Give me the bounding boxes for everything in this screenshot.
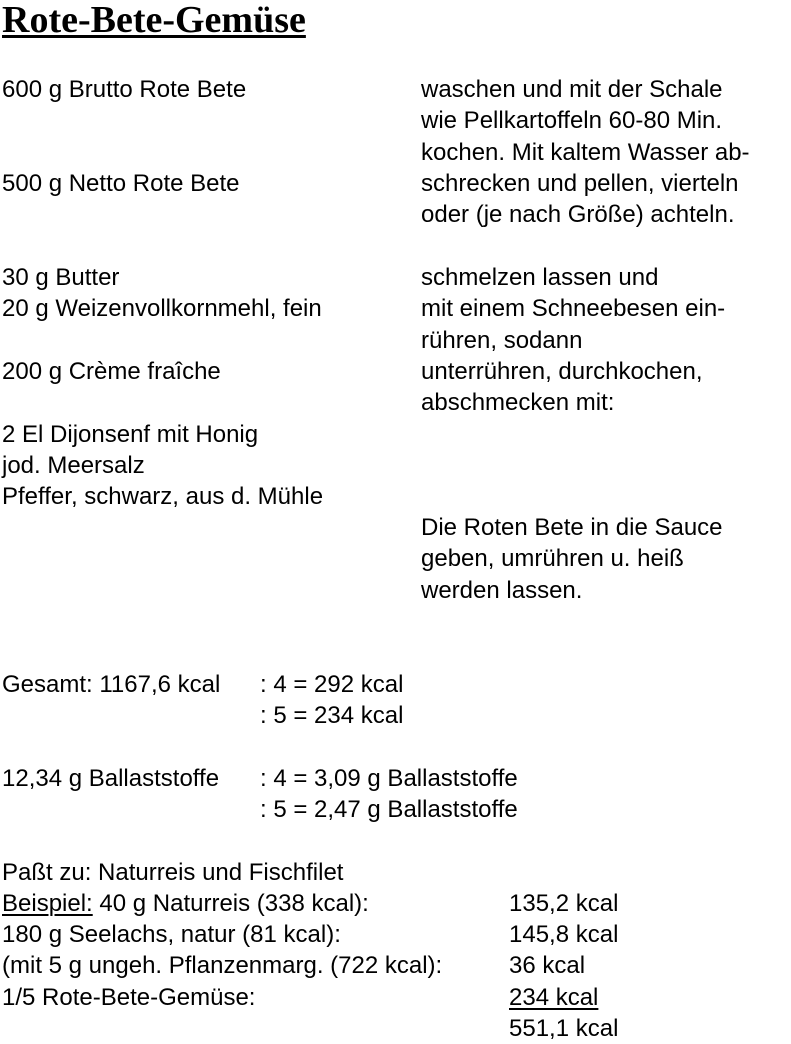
pairing-row-value: 135,2 kcal bbox=[509, 890, 619, 917]
fiber-per-4: : 4 = 3,09 g Ballaststoffe bbox=[260, 765, 518, 792]
ingredient-line: 2 El Dijonsenf mit Honig bbox=[2, 421, 259, 448]
pairing-row-item: 1/5 Rote-Bete-Gemüse: bbox=[2, 984, 256, 1011]
instruction-line: wie Pellkartoffeln 60-80 Min. bbox=[421, 107, 723, 134]
total-kcal-label: Gesamt: 1167,6 kcal bbox=[2, 671, 221, 698]
pairing-row-value: 145,8 kcal bbox=[509, 921, 619, 948]
pairing-row-item: (mit 5 g ungeh. Pflanzenmarg. (722 kcal): bbox=[2, 952, 443, 979]
instruction-line: abschmecken mit: bbox=[421, 389, 615, 416]
fiber-per-5: : 5 = 2,47 g Ballaststoffe bbox=[260, 796, 518, 823]
total-fiber-label: 12,34 g Ballaststoffe bbox=[2, 765, 220, 792]
recipe-title: Rote-Bete-Gemüse bbox=[2, 0, 306, 41]
instruction-line: kochen. Mit kaltem Wasser ab- bbox=[421, 139, 750, 166]
pairing-row-item: 40 g Naturreis (338 kcal): bbox=[92, 890, 369, 917]
kcal-per-5: : 5 = 234 kcal bbox=[260, 702, 404, 729]
ingredient-line: jod. Meersalz bbox=[2, 452, 145, 479]
instruction-line: werden lassen. bbox=[421, 577, 583, 604]
ingredient-line: 30 g Butter bbox=[2, 264, 120, 291]
pairing-row bbox=[2, 888, 369, 919]
pairing-row-item: 180 g Seelachs, natur (81 kcal): bbox=[2, 921, 341, 948]
pairing-intro: Paßt zu: Naturreis und Fischfilet bbox=[2, 859, 344, 886]
kcal-per-4: : 4 = 292 kcal bbox=[260, 671, 404, 698]
ingredient-line: Pfeffer, schwarz, aus d. Mühle bbox=[2, 483, 324, 510]
pairing-row-value: 36 kcal bbox=[509, 952, 586, 979]
instruction-line: schmelzen lassen und bbox=[421, 264, 659, 291]
instruction-line: mit einem Schneebesen ein- bbox=[421, 295, 726, 322]
instruction-line: unterrühren, durchkochen, bbox=[421, 358, 703, 385]
pairing-total: 551,1 kcal bbox=[509, 1015, 619, 1042]
instruction-line: rühren, sodann bbox=[421, 327, 583, 354]
instruction-line: Die Roten Bete in die Sauce bbox=[421, 514, 723, 541]
pairing-row-value: 234 kcal bbox=[509, 984, 599, 1011]
example-label: Beispiel: bbox=[2, 890, 93, 917]
ingredient-line: 500 g Netto Rote Bete bbox=[2, 170, 240, 197]
instruction-line: schrecken und pellen, vierteln bbox=[421, 170, 739, 197]
ingredient-line: 200 g Crème fraîche bbox=[2, 358, 221, 385]
instruction-line: oder (je nach Größe) achteln. bbox=[421, 201, 735, 228]
instruction-line: waschen und mit der Schale bbox=[421, 76, 723, 103]
instruction-line: geben, umrühren u. heiß bbox=[421, 545, 684, 572]
ingredient-line: 20 g Weizenvollkornmehl, fein bbox=[2, 295, 322, 322]
ingredient-line: 600 g Brutto Rote Bete bbox=[2, 76, 247, 103]
